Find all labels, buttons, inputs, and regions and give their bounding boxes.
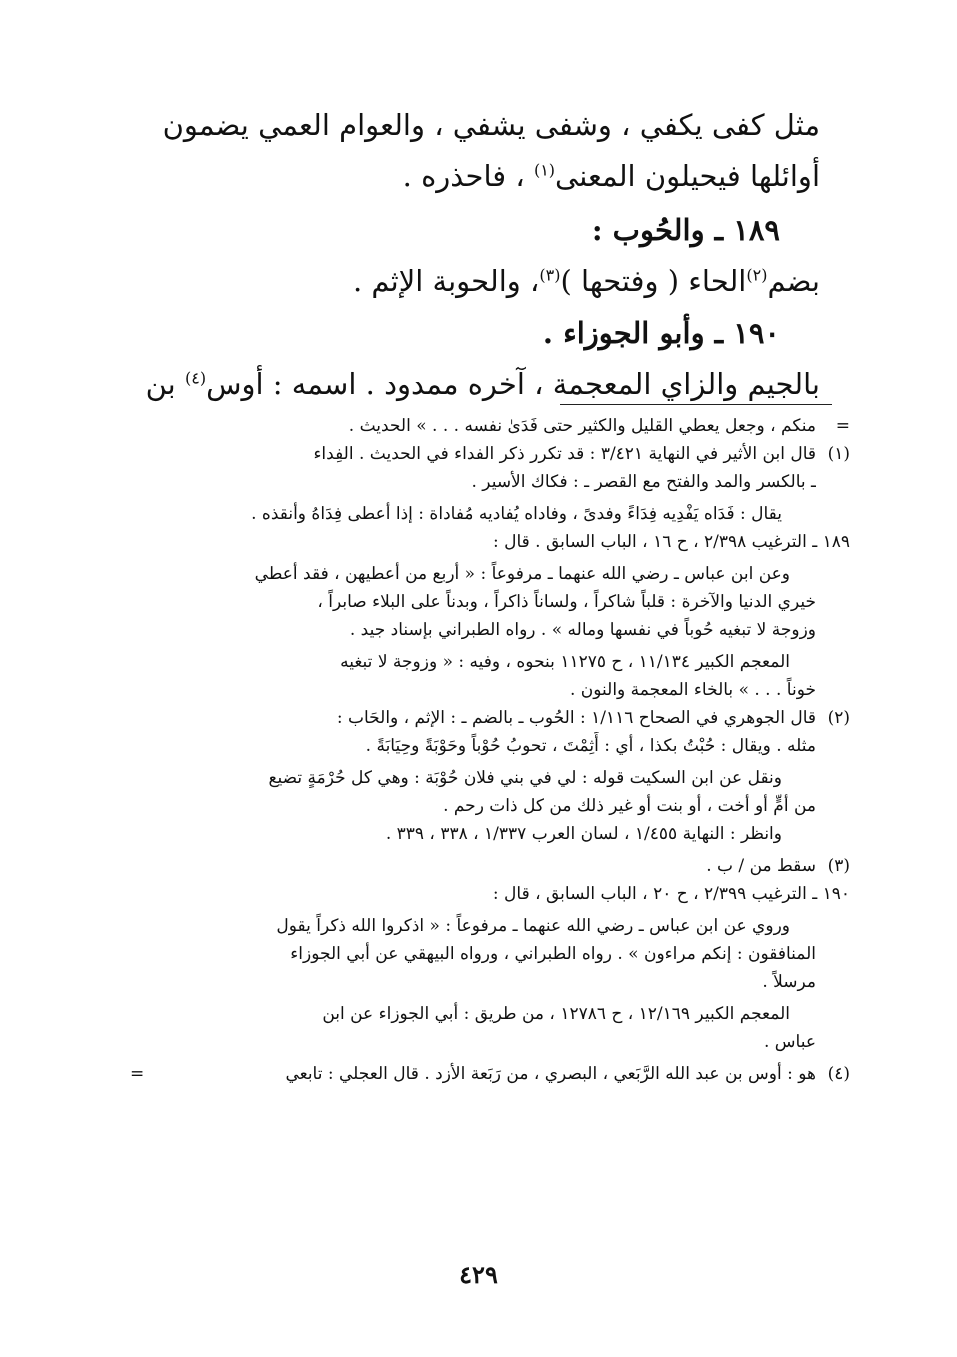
main-text: [130, 100, 820, 202]
footnotes: [130, 412, 850, 1088]
entry-190-heading: ١٩٠ ـ وأبو الجوزاء .: [542, 316, 780, 350]
footnote-ref-3: (٣): [539, 265, 561, 285]
entry-189-heading: ١٨٩ ـ والحُوب :: [591, 213, 780, 247]
entry-190-text: بالجيم والزاي المعجمة ، آخره ممدود . اسمه : أوس$^{(٤)}$ بن: [145, 367, 820, 401]
footnote-3-mark: (٣): [827, 856, 850, 876]
footnote-ref-1: (١): [533, 160, 556, 180]
entry-189: [130, 205, 820, 307]
takhrij-189: ١٨٩ ـ الترغيب ٢/٣٩٨ ، ح ١٦ ، الباب السابق . قال : وعن ابن عباس ـ رضي الله عنهما ـ مرفوعاً : « أربع من أعطيهن ، فقد أعطي خيري الدنيا والآخرة : قلباً شاكراً ، ولساناً ذاكراً ، وبدناً على البلاء صابراً ، وزوجة لا تبغيه حُوباً في نفسها وماله » . رواه الطبراني بإسناد جيد . المعجم الكبير ١١/١٣٤ ، ح ١١٢٧٥ بنحوه ، وفيه : « وزوجة لا تبغيه خوناً . . . » بالخاء المعجمة والنون .: [254, 532, 850, 700]
main-line-1: مثل كفى يكفي ، وشفى يشفي ، والعوام العمي يضمون: [162, 108, 820, 142]
main-line-2: أوائلها فيحيلون المعنى$^{(١)}$ ، فاحذره .: [402, 159, 820, 193]
footnote-4-mark: (٤): [827, 1064, 850, 1084]
takhrij-190: ١٩٠ ـ الترغيب ٢/٣٩٩ ، ح ٢٠ ، الباب السابق ، قال : وروي عن ابن عباس ـ رضي الله عنهما ـ مرفوعاً : « اذكروا الله ذكراً يقول المنافقون : إنكم مراءون » . رواه الطبراني ، ورواه البيهقي عن أبي الجوزاء مرسلاً . المعجم الكبير ١٢/١٦٩ ، ح ١٢٧٨٦ ، من طريق : أبي الجوزاء عن ابن عباس .: [276, 884, 850, 1052]
footnote-separator: [560, 404, 832, 405]
footnote-3: (٣) سقط من / ب .: [130, 852, 850, 880]
continuation-mark: =: [130, 1064, 145, 1084]
footnote-1: (١) قال ابن الأثير في النهاية ٣/٤٢١ : قد تكرر ذكر الفداء في الحديث . الفِداء ـ بالكسر والمد والفتح مع القصر ـ : فكاك الأسير . يقال : فَدَاه يَفْدِيه فِدَاءً وفدىً ، وفاداه يُفاديه مُفاداة : إذا أعطى فِدَاهُ وأنقذه .: [130, 440, 850, 528]
footnote-ref-2: (٢): [746, 265, 768, 285]
footnote-ref-4: (٤): [184, 368, 207, 388]
footnote-2: (٢) قال الجوهري في الصحاح ١/١١٦ : الحُوب ـ بالضم ـ : الإثم ، والحَاب : مثله . ويقال : حُبْتُ بكذا ، أي : أَثِمْتَ ، تحوبُ حُوْباً وحَوْبَةً وحِيَابَةً . ونقل عن ابن السكيت قوله : لي في بني فلان حُوْبَة : وهي كل حُرْمَةٍ تضيع من أمٍّ أو أخت ، أو بنت أو غير ذلك من كل ذات رحم . وانظر : النهاية ١/٤٥٥ ، لسان العرب ١/٣٣٧ ، ٣٣٨ ، ٣٣٩ .: [130, 704, 850, 848]
entry-189-text: بضم$^{(٢)}$الحاء ( وفتحها )$^{(٣)}$، والحوبة الإثم .: [352, 264, 820, 298]
footnote-2-mark: (٢): [827, 708, 850, 728]
page-number: ٤٢٩: [459, 1260, 498, 1289]
entry-190: [130, 308, 820, 410]
footnote-4: (٤) هو : أوس بن عبد الله الرَّبَعي ، البصري ، من رَبَعة الأزد . قال العجلي : تابعي =: [130, 1060, 850, 1088]
footnote-1-mark: (١): [827, 444, 850, 464]
footnote-carryover: = منكم ، وجعل يعطي القليل والكثير حتى فَدَىٰ نفسه . . . » الحديث .: [348, 416, 850, 436]
